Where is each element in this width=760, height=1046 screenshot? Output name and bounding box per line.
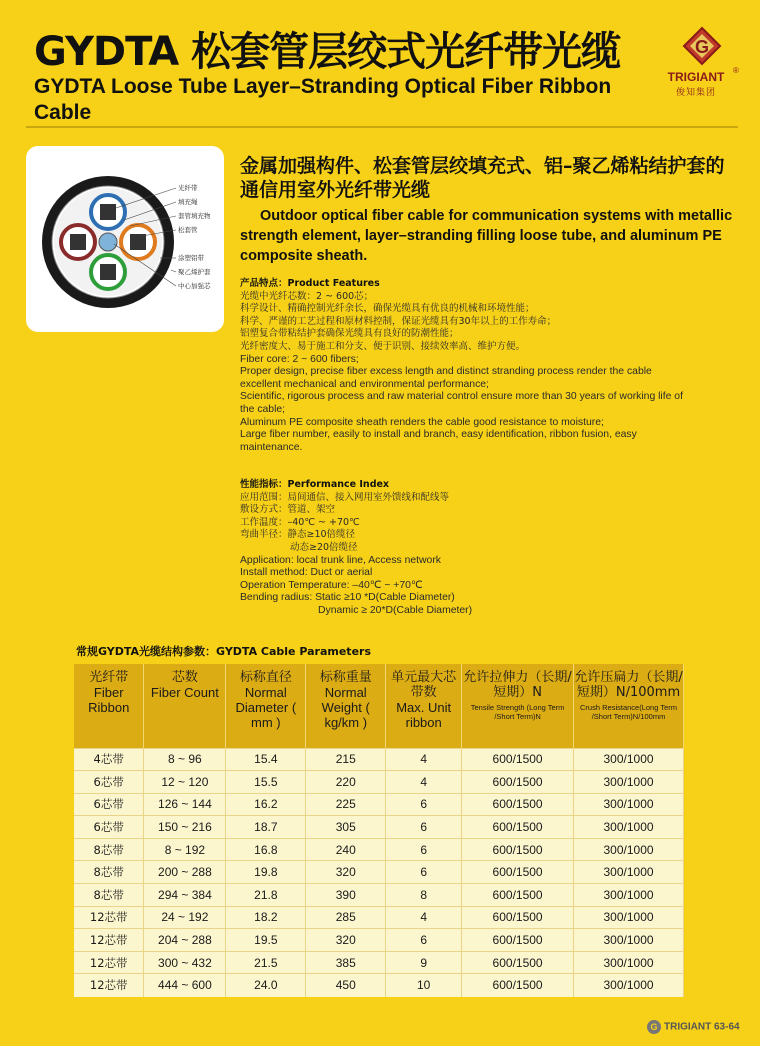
product-features — [240, 278, 690, 454]
table-cell: 300 ~ 432 — [144, 951, 226, 974]
description-cn: 金属加强构件、松套管层绞填充式、铝–聚乙烯粘结护套的通信用室外光纤带光缆 — [240, 155, 725, 201]
cable-cross-section — [26, 146, 224, 332]
table-cell: 320 — [306, 861, 386, 884]
label-tube-filling: 套管填充物 — [178, 212, 211, 220]
brand-name-cn: 俊知集团 — [675, 88, 716, 98]
page-title-cn: GYDTA 松套管层绞式光纤带光缆 — [34, 29, 621, 75]
table-cell: 18.2 — [226, 906, 306, 929]
feature-cn-5: 光纤密度大、易于施工和分支、便于识别、接续效率高、维护方便。 — [240, 340, 526, 352]
footer-brand: TRIGIANT — [664, 1021, 712, 1033]
table-row — [74, 861, 684, 884]
table-row — [74, 974, 684, 997]
footer-pages: 63-64 — [714, 1021, 740, 1033]
table-cell: 18.7 — [226, 816, 306, 839]
table-cell: 6 — [386, 838, 462, 861]
table-cell: 12芯带 — [74, 906, 144, 929]
table-cell: 204 ~ 288 — [144, 929, 226, 952]
table-row — [74, 748, 684, 771]
table-cell: 385 — [306, 951, 386, 974]
col-header-ribbon: 光纤带 Fiber Ribbon — [74, 664, 144, 748]
params-table-title: 常规GYDTA光缆结构参数：GYDTA Cable Parameters — [76, 645, 372, 658]
table-cell: 9 — [386, 951, 462, 974]
perf-en-bend-static: Bending radius: Static ≥10 *D(Cable Diameter) — [240, 592, 455, 604]
page-footer — [647, 1020, 740, 1034]
col-header-tensile: 允许拉伸力（长期/短期）N Tensile Strength (Long Term /Short Term)N — [462, 664, 574, 748]
perf-en-bend-dynamic: Dynamic ≥ 20*D(Cable Diameter) — [318, 604, 473, 616]
table-cell: 220 — [306, 771, 386, 794]
table-cell: 300/1000 — [574, 974, 684, 997]
table-cell: 15.5 — [226, 771, 306, 794]
feature-en-3: Scientific, rigorous process and raw material control ensure more than 30 years of working life of the cable; — [240, 391, 683, 415]
table-cell: 215 — [306, 748, 386, 771]
label-central-strength: 中心加强芯 — [178, 282, 211, 290]
logo-letter: G — [694, 37, 710, 57]
table-cell: 10 — [386, 974, 462, 997]
col-header-crush: 允许压扁力（长期/短期）N/100mm Crush Resistance(Long Term /Short Term)N/100mm — [574, 664, 684, 748]
feature-cn-4: 铝塑复合带粘结护套确保光缆具有良好的防潮性能； — [240, 328, 459, 340]
table-cell: 8 ~ 192 — [144, 838, 226, 861]
table-cell: 16.2 — [226, 793, 306, 816]
table-cell: 8 — [386, 884, 462, 907]
features-heading: 产品特点：Product Features — [240, 278, 380, 289]
table-cell: 200 ~ 288 — [144, 861, 226, 884]
cable-diagram-icon — [26, 146, 224, 332]
table-cell: 300/1000 — [574, 816, 684, 839]
feature-en-4: Aluminum PE composite sheath renders the cable good resistance to moisture; — [240, 416, 604, 428]
table-cell: 600/1500 — [462, 974, 574, 997]
table-cell: 240 — [306, 838, 386, 861]
table-cell: 19.5 — [226, 929, 306, 952]
table-cell: 225 — [306, 793, 386, 816]
table-cell: 600/1500 — [462, 838, 574, 861]
cable-parameters-table — [74, 664, 684, 997]
table-cell: 600/1500 — [462, 816, 574, 839]
table-cell: 320 — [306, 929, 386, 952]
table-header-row — [74, 664, 684, 748]
performance-index — [240, 479, 690, 618]
table-cell: 600/1500 — [462, 861, 574, 884]
col-header-count: 芯数 Fiber Count — [144, 664, 226, 748]
table-cell: 600/1500 — [462, 951, 574, 974]
table-cell: 390 — [306, 884, 386, 907]
table-cell: 21.8 — [226, 884, 306, 907]
table-cell: 600/1500 — [462, 929, 574, 952]
table-cell: 24.0 — [226, 974, 306, 997]
table-cell: 12芯带 — [74, 974, 144, 997]
table-cell: 300/1000 — [574, 861, 684, 884]
table-cell: 444 ~ 600 — [144, 974, 226, 997]
table-cell: 6芯带 — [74, 793, 144, 816]
table-row — [74, 951, 684, 974]
performance-heading: 性能指标：Performance Index — [240, 479, 390, 490]
table-cell: 12 ~ 120 — [144, 771, 226, 794]
table-row — [74, 838, 684, 861]
table-cell: 8芯带 — [74, 884, 144, 907]
perf-cn-bend-static: 弯曲半径：静态≥10倍缆径 — [240, 529, 356, 541]
table-cell: 8芯带 — [74, 861, 144, 884]
table-cell: 600/1500 — [462, 771, 574, 794]
perf-en-temp: Operation Temperature: –40℃ ~ +70℃ — [240, 579, 423, 591]
table-cell: 600/1500 — [462, 906, 574, 929]
table-cell: 4 — [386, 906, 462, 929]
feature-cn-3: 科学、严谨的工艺过程和原材料控制，保证光缆具有30年以上的工作寿命； — [240, 315, 557, 327]
table-cell: 12芯带 — [74, 929, 144, 952]
col-header-weight: 标称重量 Normal Weight ( kg/km ) — [306, 664, 386, 748]
table-cell: 12芯带 — [74, 951, 144, 974]
table-cell: 24 ~ 192 — [144, 906, 226, 929]
table-cell: 16.8 — [226, 838, 306, 861]
label-fiber-ribbon: 光纤带 — [178, 184, 198, 192]
table-cell: 6 — [386, 793, 462, 816]
table-cell: 4芯带 — [74, 748, 144, 771]
table-cell: 8芯带 — [74, 838, 144, 861]
table-body — [74, 748, 684, 997]
table-cell: 150 ~ 216 — [144, 816, 226, 839]
table-cell: 300/1000 — [574, 838, 684, 861]
table-cell: 300/1000 — [574, 906, 684, 929]
label-pe-sheath: 聚乙烯护套 — [178, 268, 211, 276]
table-cell: 15.4 — [226, 748, 306, 771]
table-cell: 285 — [306, 906, 386, 929]
table-row — [74, 793, 684, 816]
table-row — [74, 929, 684, 952]
perf-cn-bend-dynamic: 动态≥20倍缆径 — [290, 541, 358, 553]
perf-cn-temp: 工作温度：–40℃ ~ +70℃ — [240, 516, 360, 528]
table-cell: 300/1000 — [574, 929, 684, 952]
description-en: Outdoor optical fiber cable for communication systems with metallic strength element, layer–stranding filling loose tube, and aluminum PE composite sheath. — [240, 208, 733, 264]
table-cell: 6 — [386, 861, 462, 884]
table-row — [74, 906, 684, 929]
perf-en-install: Install method: Duct or aerial — [240, 567, 373, 579]
feature-cn-2: 科学设计、精确控制光纤余长，确保光缆具有优良的机械和环境性能； — [240, 303, 535, 315]
table-cell: 300/1000 — [574, 884, 684, 907]
table-cell: 305 — [306, 816, 386, 839]
table-cell: 300/1000 — [574, 951, 684, 974]
table-row — [74, 816, 684, 839]
feature-cn-1: 光缆中光纤芯数：2 ~ 600芯； — [240, 290, 374, 302]
label-aluminum-tape: 涂塑铝带 — [178, 254, 204, 262]
feature-en-2: Proper design, precise fiber excess length and distinct stranding process render the cable excellent mechanical and environmental performance; — [240, 366, 652, 390]
table-cell: 8 ~ 96 — [144, 748, 226, 771]
table-cell: 300/1000 — [574, 793, 684, 816]
table-row — [74, 884, 684, 907]
table-cell: 600/1500 — [462, 748, 574, 771]
table-cell: 21.5 — [226, 951, 306, 974]
table-cell: 6 — [386, 929, 462, 952]
feature-en-5: Large fiber number, easily to install and branch, easy identification, ribbon fusion, easy maintenance. — [240, 429, 637, 453]
table-cell: 19.8 — [226, 861, 306, 884]
table-cell: 600/1500 — [462, 884, 574, 907]
table-cell: 6芯带 — [74, 816, 144, 839]
table-cell: 6芯带 — [74, 771, 144, 794]
feature-en-1: Fiber core: 2 ~ 600 fibers; — [240, 353, 359, 365]
table-cell: 4 — [386, 748, 462, 771]
table-cell: 126 ~ 144 — [144, 793, 226, 816]
col-header-diameter: 标称直径 Normal Diameter ( mm ) — [226, 664, 306, 748]
table-cell: 450 — [306, 974, 386, 997]
col-header-max-unit: 单元最大芯带数 Max. Unit ribbon — [386, 664, 462, 748]
table-cell: 294 ~ 384 — [144, 884, 226, 907]
header-divider — [26, 126, 738, 128]
perf-cn-install: 敷设方式：管道、架空 — [240, 504, 336, 516]
footer-logo-icon: G — [647, 1020, 661, 1034]
page-title-en: GYDTA Loose Tube Layer–Stranding Optical Fiber Ribbon Cable — [34, 75, 612, 124]
table-cell: 4 — [386, 771, 462, 794]
registered-mark: ® — [733, 66, 739, 75]
perf-cn-application: 应用范围：局间通信、接入网用室外馈线和配线等 — [240, 491, 450, 503]
perf-en-application: Application: local trunk line, Access network — [240, 554, 441, 566]
brand-name: TRIGIANT — [667, 70, 725, 84]
table-cell: 300/1000 — [574, 748, 684, 771]
label-filler-rope: 填充绳 — [178, 198, 198, 206]
table-row — [74, 771, 684, 794]
label-loose-tube: 松套管 — [178, 226, 198, 234]
table-cell: 600/1500 — [462, 793, 574, 816]
table-cell: 6 — [386, 816, 462, 839]
table-cell: 300/1000 — [574, 771, 684, 794]
